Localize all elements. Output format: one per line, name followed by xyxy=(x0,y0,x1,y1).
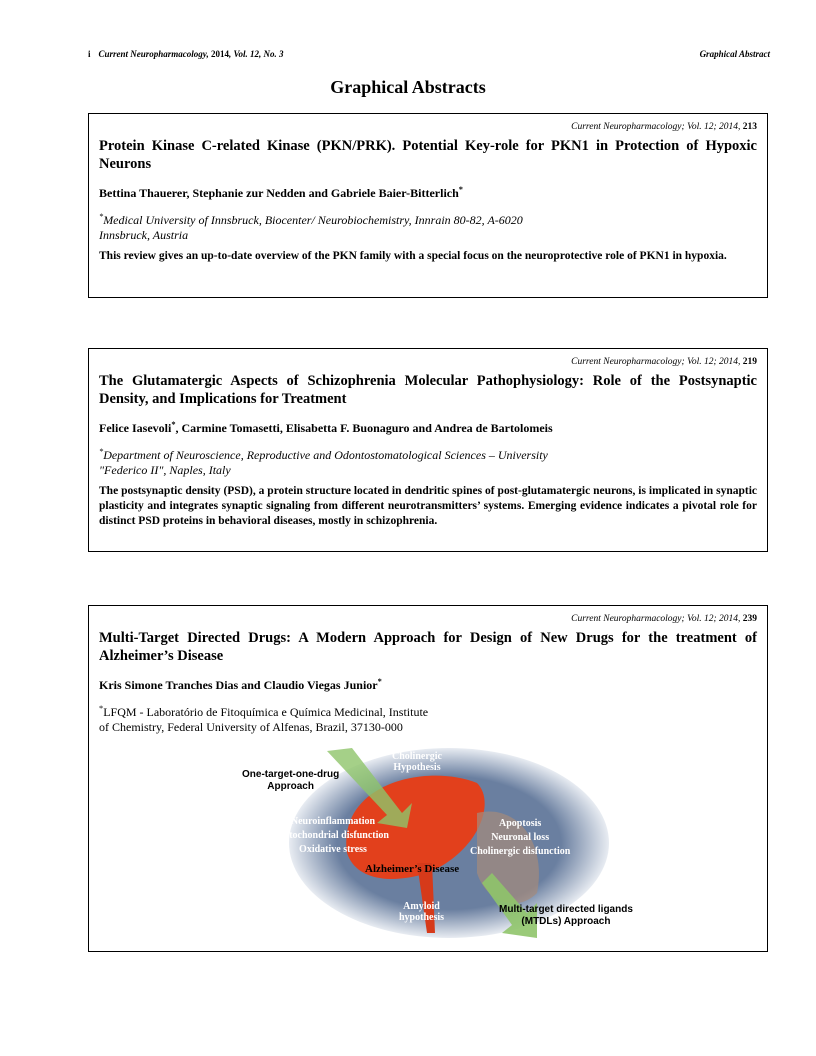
citation xyxy=(99,357,757,367)
label-line: Multi-target directed ligands xyxy=(499,904,633,915)
asterisk: * xyxy=(171,420,176,429)
affiliation-line: of Chemistry, Federal University of Alfenas, Brazil, 37130-000 xyxy=(99,720,403,734)
affiliation xyxy=(99,209,757,243)
author-names: , Carmine Tomasetti, Elisabetta F. Buonaguro and Andrea de Bartolomeis xyxy=(175,421,553,435)
author-names: Kris Simone Tranches Dias and Claudio Viegas Junior xyxy=(99,678,378,692)
asterisk: * xyxy=(99,447,104,456)
citation xyxy=(99,614,757,624)
author-names: Bettina Thauerer, Stephanie zur Nedden and Gabriele Baier-Bitterlich xyxy=(99,186,459,200)
label-alzheimers: Alzheimer’s Disease xyxy=(365,863,460,875)
label-line: hypothesis xyxy=(399,912,445,923)
journal-name: Current Neuropharmacology xyxy=(98,49,207,59)
label-mtdl xyxy=(499,903,633,927)
citation-text: Current Neuropharmacology; Vol. 12; 2014, xyxy=(571,357,741,367)
label-cholinergic xyxy=(392,751,442,773)
label-line: Apoptosis xyxy=(499,818,542,829)
abstract-text: This review gives an up-to-date overview of the PKN family with a special focus on the neuroprotective role of PKN1 in hypoxia. xyxy=(99,250,727,262)
label-line: Neuronal loss xyxy=(491,832,550,843)
label-right-factors xyxy=(470,817,570,859)
page-title: Graphical Abstracts xyxy=(330,77,486,97)
authors xyxy=(99,677,757,693)
label-line: Mitochondrial disfunction xyxy=(277,830,389,841)
citation-page: 239 xyxy=(742,614,757,624)
affiliation-line: Department of Neuroscience, Reproductive and Odontostomatological Sciences – University xyxy=(103,448,548,462)
authors xyxy=(99,420,757,436)
label-left-factors xyxy=(277,815,389,857)
section-label: Graphical Abstract xyxy=(699,49,770,59)
affiliation-line: Innsbruck, Austria xyxy=(99,228,189,242)
abstract-text: The postsynaptic density (PSD), a protein structure located in dendritic spines of post-glutamatergic neurons, is implicated in synaptic plasticity and integrates synaptic signaling from different neurotransmitters’ systems. Emerging evidence indicates a pivotal role for distinct PSD proteins in behavioral diseases, mostly in schizophrenia. xyxy=(99,485,757,527)
author-names: Felice Iasevoli xyxy=(99,421,172,435)
authors xyxy=(99,185,757,201)
affiliation-line: LFQM - Laboratório de Fitoquímica e Química Medicinal, Institute xyxy=(103,705,429,719)
label-line: Hypothesis xyxy=(393,762,441,773)
asterisk: * xyxy=(458,185,463,194)
article-title[interactable]: Protein Kinase C-related Kinase (PKN/PRK). Potential Key-role for PKN1 in Protection of Hypoxic Neurons xyxy=(99,138,757,172)
affiliation-line: "Federico II", Naples, Italy xyxy=(99,463,231,477)
citation-text: Current Neuropharmacology; Vol. 12; 2014, xyxy=(571,122,741,132)
label-one-target xyxy=(242,768,339,792)
citation xyxy=(99,122,757,132)
label-line: Amyloid xyxy=(403,901,440,912)
label-line: Approach xyxy=(267,781,314,792)
label-line: (MTDLs) Approach xyxy=(521,916,611,927)
abstract-box-1 xyxy=(88,113,768,298)
graphical-abstract-figure xyxy=(227,743,657,943)
abstract-box-3 xyxy=(88,605,768,952)
label-line: Oxidative stress xyxy=(299,844,367,855)
abstract-box-2 xyxy=(88,348,768,552)
label-line: One-target-one-drug xyxy=(242,769,340,780)
asterisk: * xyxy=(99,212,104,221)
affiliation xyxy=(99,701,757,735)
citation-text: Current Neuropharmacology; Vol. 12; 2014, xyxy=(571,614,741,624)
article-title[interactable]: Multi-Target Directed Drugs: A Modern Approach for Design of New Drugs for the treatment of Alzheimer’s Disease xyxy=(99,630,757,664)
page-number: i xyxy=(88,49,91,59)
citation-page: 219 xyxy=(742,357,757,367)
label-amyloid xyxy=(399,901,444,923)
asterisk: * xyxy=(377,677,382,686)
label-line: Cholinergic xyxy=(392,751,442,762)
citation-page: 213 xyxy=(742,122,757,132)
running-header: i Current Neuropharmacology, 2014, Vol. 12, No. 3 Graphical Abstract xyxy=(88,49,770,59)
asterisk: * xyxy=(99,704,104,713)
year: 2014 xyxy=(210,49,229,59)
affiliation xyxy=(99,444,757,478)
article-title[interactable]: The Glutamatergic Aspects of Schizophrenia Molecular Pathophysiology: Role of the Postsynaptic Density, and Implications for Treatment xyxy=(99,373,757,407)
label-line: Cholinergic disfunction xyxy=(470,846,571,857)
volume: Vol. 12, No. 3 xyxy=(233,49,284,59)
label-line: Neuroinflammation xyxy=(290,816,376,827)
affiliation-line: Medical University of Innsbruck, Biocenter/ Neurobiochemistry, Innrain 80-82, A-6020 xyxy=(103,213,523,227)
